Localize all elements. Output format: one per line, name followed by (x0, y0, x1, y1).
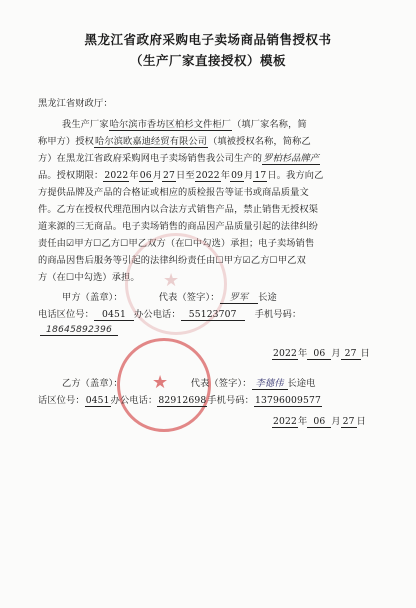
doc-title: 黑龙江省政府采购电子卖场商品销售授权书 (84, 32, 332, 47)
body-line-10: 方（在☐中勾选）承担。 (38, 272, 140, 283)
text: 手机号码： (254, 309, 302, 320)
text: 年 (129, 170, 139, 181)
manufacturer-name: 哈尔滨市香坊区柏杉文件柜厂 (109, 119, 232, 130)
text: 长途 (258, 292, 277, 303)
from-day: 27 (163, 170, 176, 181)
to-day: 17 (254, 170, 267, 181)
text: 长途电 (287, 378, 316, 389)
party-a-month: 06 (307, 348, 331, 360)
text: 月 (331, 416, 341, 427)
party-a-area-code: 0451 (94, 309, 134, 321)
party-b-rep-label: 代表（签字）： (190, 378, 252, 389)
party-b-label: 乙方（盖章）： (62, 378, 123, 389)
authorized-name: 哈尔滨欧嘉迪经贸有限公司 (95, 136, 208, 147)
party-b-rep-value: 李德伟 (252, 378, 288, 390)
party-a-rep-label: 代表（签字）： (158, 292, 220, 303)
party-b-line-1 (62, 375, 316, 389)
party-a-line-2 (38, 306, 301, 320)
seal-star-icon: ★ (152, 372, 169, 393)
body-line-2 (38, 133, 311, 147)
party-a-date (272, 345, 370, 359)
text: 月 (331, 348, 341, 359)
party-b-day: 27 (342, 416, 355, 427)
to-month: 09 (231, 170, 244, 181)
party-b-year: 2022 (273, 416, 297, 427)
body-line-9: 的商品因售后服务等引起的法律纠纷责任由☐甲方☑乙方☐甲乙双 (38, 255, 306, 266)
body-line-6: 件。乙方在授权代理范围内以合法方式销售产品，禁止销售无授权渠 (38, 204, 319, 215)
party-b-area-code: 0451 (85, 395, 110, 406)
seal-star-icon: ★ (163, 270, 180, 291)
text: 电话区位号： (38, 309, 95, 320)
text: 日。我方向乙 (267, 170, 324, 181)
text: 品。授权期限： (38, 170, 104, 181)
party-b-mobile: 13796009577 (255, 395, 321, 406)
text: 月 (244, 170, 254, 181)
party-b-office-phone: 82912698 (158, 395, 207, 406)
text: 年 (297, 348, 308, 359)
party-b-date (272, 413, 366, 427)
party-a-office-phone: 55123707 (181, 309, 245, 321)
body-line-5: 方提供品牌及产品的合格证或相应的质检报告等证书或商品质量文 (38, 187, 309, 198)
party-a-line-1 (62, 289, 277, 303)
party-b-line-2 (38, 392, 322, 406)
body-line-1 (62, 116, 307, 130)
text: 日 (360, 348, 371, 359)
doc-subtitle: （生产厂家直接授权）模板 (129, 53, 286, 68)
text: 称甲方）授权 (38, 136, 95, 147)
body-line-8: 责任由☑甲方☐乙方☐甲乙双方（在☐中勾选）承担；电子卖场销售 (38, 238, 315, 249)
party-a-rep-value: 罗军 (220, 292, 259, 304)
text: 方）在黑龙江省政府采购网电子卖场销售我公司生产的 (38, 153, 263, 164)
text: 月 (152, 170, 163, 181)
salutation: 黑龙江省财政厅： (38, 98, 113, 109)
party-a-mobile (40, 324, 118, 335)
party-a-year: 2022 (273, 348, 297, 359)
party-a-mobile-value: 18645892396 (40, 324, 118, 336)
party-a-day: 27 (341, 348, 361, 360)
text: 手机号码： (207, 395, 255, 406)
text: 年 (220, 170, 231, 181)
text: 年 (297, 416, 308, 427)
body-line-7: 道来源的三无商品。电子卖场销售的商品因产品质量引起的法律纠纷 (38, 221, 319, 232)
text: 日 (356, 416, 367, 427)
text: 办公电话： (110, 395, 158, 406)
body-line-3 (38, 150, 320, 164)
from-month: 06 (139, 170, 152, 181)
body-line-4 (38, 167, 323, 181)
party-a-label: 甲方（盖章）： (62, 292, 123, 303)
from-year: 2022 (104, 170, 129, 181)
product-brand: 罗柏杉品牌产 (263, 153, 320, 164)
text: 话区位号： (38, 395, 85, 406)
text: 办公电话： (134, 309, 181, 320)
to-year: 2022 (195, 170, 220, 181)
text: （填被授权名称，简称乙 (208, 136, 311, 147)
party-b-month: 06 (307, 416, 331, 428)
text: 日至 (176, 170, 195, 181)
text: 我生产厂家 (62, 119, 109, 130)
text: （填厂家名称，简 (232, 119, 307, 130)
